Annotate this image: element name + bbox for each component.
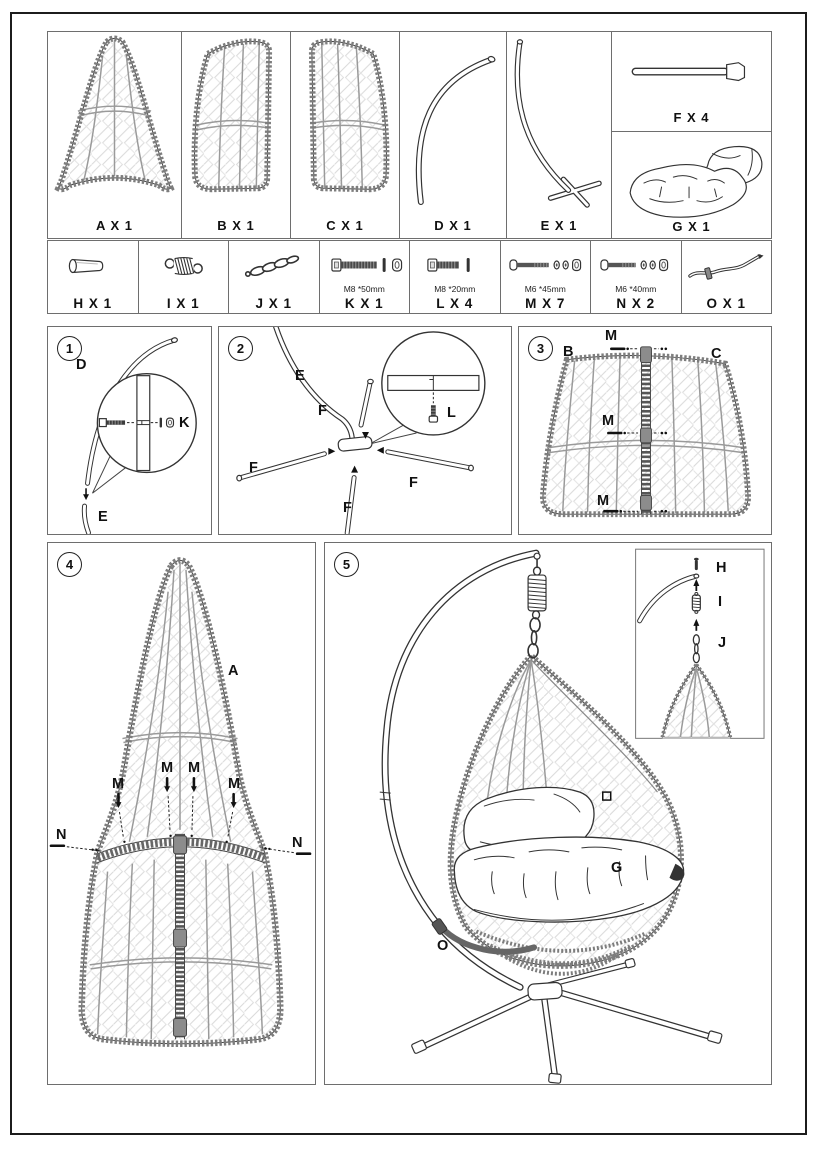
hw-label-l: L X 4 (436, 296, 474, 311)
step-2-number: 2 (228, 336, 253, 361)
hw-spec-m: M6 *45mm (524, 284, 566, 294)
part-cell-fg (612, 32, 771, 238)
hw-cell-h (48, 241, 139, 313)
part-label-g: G X 1 (672, 219, 711, 234)
step-2-drawing (219, 327, 511, 534)
step-5-number: 5 (334, 552, 359, 577)
step-3-number: 3 (528, 336, 553, 361)
upper-hanger-pole-icon (400, 34, 506, 210)
step4-label-n2: N (292, 835, 303, 851)
sheet-border (10, 12, 807, 1135)
step-5-drawing (325, 543, 771, 1084)
step1-label-d: D (76, 357, 87, 373)
step2-label-f1: F (318, 403, 327, 419)
step4-label-m1: M (112, 776, 125, 792)
step2-label-f4: F (343, 500, 352, 516)
step3-label-m2: M (602, 413, 615, 429)
hw-label-k: K X 1 (344, 296, 384, 311)
part-label-d: D X 1 (434, 218, 472, 233)
socket-bolt-icon (410, 245, 500, 287)
wicker-right-panel-icon (291, 34, 399, 210)
step-1-panel (47, 326, 212, 535)
step3-label-c: C (711, 346, 722, 362)
hw-spec-l: M8 *20mm (434, 284, 476, 294)
step-5-panel (324, 542, 772, 1085)
step5-label-o: O (437, 938, 449, 954)
part-label-e: E X 1 (540, 218, 578, 233)
stand-pole-icon (507, 34, 611, 210)
wicker-left-panel-icon (182, 34, 290, 210)
step4-label-a: A (228, 663, 239, 679)
hw-spec-k: M8 *50mm (343, 284, 385, 294)
step4-label-m2: M (161, 760, 174, 776)
part-label-f: F X 4 (673, 110, 710, 125)
step4-label-m3: M (188, 760, 201, 776)
socket-bolt-icon (320, 245, 410, 287)
part-label-a: A X 1 (95, 218, 134, 233)
step3-label-m3: M (597, 493, 610, 509)
hw-cell-j (229, 241, 320, 313)
step2-label-f3: F (409, 475, 418, 491)
hw-label-j: J X 1 (255, 296, 293, 311)
spring-icon (139, 245, 229, 287)
step-4-panel (47, 542, 316, 1085)
parts-row (47, 31, 772, 239)
step3-label-b: B (563, 344, 574, 360)
step5-label-h: H (716, 560, 727, 576)
hw-label-n: N X 2 (616, 296, 656, 311)
step5-label-g: G (611, 860, 623, 876)
hw-label-m: M X 7 (525, 296, 566, 311)
bolt-washer-nut-icon (591, 245, 681, 287)
step1-label-k: K (179, 415, 190, 431)
step2-label-e: E (295, 368, 305, 384)
part-cell-g (612, 132, 771, 238)
part-label-c: C X 1 (326, 218, 364, 233)
part-cell-f (612, 32, 771, 132)
hw-label-o: O X 1 (706, 296, 746, 311)
hw-cell-o (682, 241, 772, 313)
wicker-back-panel-icon (48, 34, 181, 210)
step2-label-f2: F (249, 460, 258, 476)
hw-label-h: H X 1 (73, 296, 113, 311)
part-cell-b (182, 32, 291, 238)
hw-cell-m (501, 241, 592, 313)
step5-label-i: I (718, 594, 723, 610)
step4-label-m4: M (228, 776, 241, 792)
allen-key-icon (682, 245, 772, 287)
part-cell-a (48, 32, 182, 238)
hardware-row (47, 240, 772, 314)
hw-spec-n: M6 *40mm (615, 284, 657, 294)
step-4-drawing (48, 543, 315, 1084)
step3-label-m1: M (605, 328, 618, 344)
step-2-panel (218, 326, 512, 535)
hw-label-i: I X 1 (166, 296, 200, 311)
hw-cell-k (320, 241, 411, 313)
part-cell-c (291, 32, 400, 238)
step-4-number: 4 (57, 552, 82, 577)
step5-label-j: J (718, 635, 727, 651)
hw-cell-n (591, 241, 682, 313)
step-1-number: 1 (57, 336, 82, 361)
step-3-drawing (519, 327, 771, 534)
hw-cell-l (410, 241, 501, 313)
step1-label-e: E (98, 509, 108, 525)
part-label-b: B X 1 (217, 218, 255, 233)
chain-icon (229, 245, 319, 287)
part-cell-d (400, 32, 507, 238)
bolt-washer-nut-icon (501, 245, 591, 287)
clevis-pin-icon (48, 245, 138, 287)
step2-label-l: L (447, 405, 456, 421)
step4-label-n1: N (56, 827, 67, 843)
part-cell-e (507, 32, 612, 238)
step-3-panel (518, 326, 772, 535)
hw-cell-i (139, 241, 230, 313)
